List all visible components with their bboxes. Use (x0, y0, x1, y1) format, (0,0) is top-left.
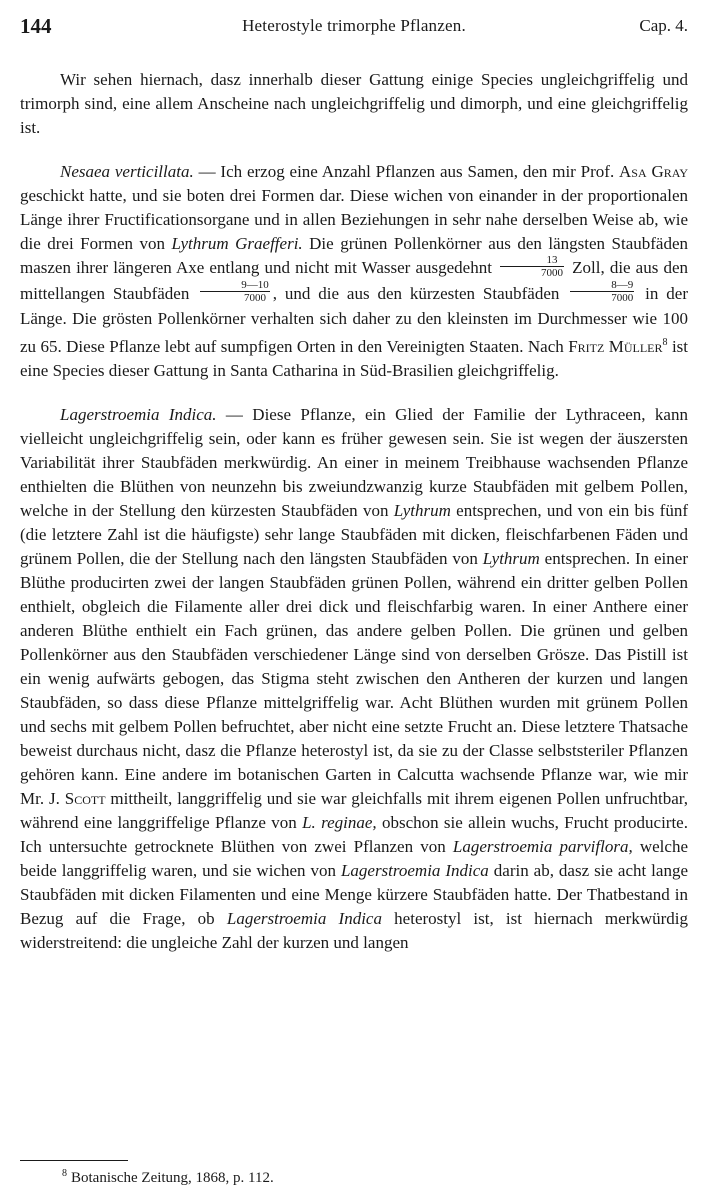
fraction (570, 279, 634, 304)
text-run: ist eine Species dieser Gattung in Santa Catharina in Süd-Brasilien gleichgriffelig. (20, 337, 689, 381)
text-run: Zoll, die aus den mittellangen Staubfäden (20, 258, 688, 303)
text-run: welche beide langgriffelig waren, und sie wichen von (20, 837, 688, 881)
page-number: 144 (20, 14, 52, 38)
text-run: entsprechen, und von ein bis fünf (die letztere Zahl ist die häufigste) sehr lange Staubfäden mit dicken, fleischfarbenen Fäden und grünem Pollen, die der Stellung nach den längsten Staubfäden von (20, 501, 688, 569)
fraction-denominator: 7000 (541, 266, 564, 279)
fraction-numerator: 13 (500, 254, 564, 267)
footnote-rule (20, 1160, 128, 1161)
fraction-denominator: 7000 (243, 292, 266, 305)
person-name: Fritz Müller (568, 337, 663, 357)
paragraph-nesaea (20, 160, 688, 383)
footnote (62, 1168, 274, 1187)
species-heading: Nesaea verticillata. (60, 162, 194, 181)
book-page (20, 14, 688, 955)
species-heading: Lagerstroemia Indica. (60, 405, 217, 425)
species-name: Lagerstroemia Indica (226, 909, 382, 929)
paragraph-lagerstroemia (20, 403, 688, 955)
text-run: entsprechen. In einer Blüthe producirten zwei der langen Staubfäden grünen Pollen, während ein dritter gelben Pollen enthielt, obgleich die Filamente aller drei dick und fleischfarbig waren. In einer Anthere einer anderen Blüthe enthielt ein Fach grünen, das andere gelben Pollen. Die grünen und gelben Pollenkörner aus den Staubfäden verschiedener Länge sind von derselben Grösze. Das Pistill ist ein wenig aufwärts gebogen, das Stigma steht zwischen den Antheren der kurzen und langen Staubfäden, so dass diese Pflanze mittelgriffelig war. Acht Blüthen wurden mit grünem Pollen und sechs mit gelbem Pollen befruchtet, aber nicht eine setzte Frucht an. Diese letztere Thatsache beweist durchaus nicht, dasz die Pflanze heterostyl ist, da sie zu der Classe selbststeriler Pflanzen gehören kann. Eine andere im botanischen Garten in Calcutta wachsende Pflanze war, wie mir Mr. J. (20, 549, 688, 809)
paragraph-intro: Wir sehen hiernach, dasz innerhalb dieser Gattung einige Species ungleichgriffelig und trimorph sind, eine allem Anscheine nach ungleichgriffelig und dimorph, und eine gleichgriffelig ist. (20, 70, 688, 137)
text-run: — Ich erzog eine Anzahl Pflanzen aus Samen, den mir Prof. (193, 162, 620, 181)
footnote-reference: 8 (662, 337, 668, 349)
text-run: Die grünen Pollenkörner aus den längsten Staubfäden maszen ihrer längeren Axe entlang und nicht mit Wasser ausgedehnt (20, 234, 688, 277)
text-run: darin ab, dasz sie acht lange Staubfäden mit dicken Filamenten und eine Menge kürzere Staubfäden hatte. Der Thatbestand in Bezug auf die Frage, ob (20, 861, 688, 929)
text-run: — Diese Pflanze, ein Glied der Familie der Lythraceen, kann vielleicht ungleichgriffelig sein, oder kann es früher gewesen sein. Sie ist wegen der äuszersten Variabilität ihrer Staubfäden merkwürdig. An einer in meinem Treibhause wachsenden Pflanze enthielten die Blüthen von neunzehn bis zweiundzwanzig kurze Staubfäden mit gelbem Pollen, welche in der Stellung den kürzesten Staubfäden von (20, 405, 688, 521)
text-run: heterostyl ist, ist hiernach merkwürdig widerstreitend: die ungleiche Zahl der kurzen und langen (20, 909, 688, 953)
text-run: mittheilt, langgriffelig und sie war gleichfalls mit ihrem eigenen Pollen unfruchtbar, während eine langgriffelige Pflanze von (20, 789, 688, 833)
fraction-denominator: 7000 (611, 292, 634, 305)
species-name: Lythrum (482, 549, 540, 569)
fraction (200, 279, 270, 304)
text-run: , und die aus den kürzesten Staubfäden (272, 283, 568, 303)
text-run: obschon sie allein wuchs, Frucht producirte. Ich untersuchte getrocknete Blüthen von zwei Pflanzen von (20, 813, 688, 857)
fraction-numerator: 8—9 (570, 279, 634, 292)
species-name: Lythrum (393, 501, 451, 521)
fraction-numerator: 9—10 (200, 279, 270, 292)
text-run: geschickt hatte, und sie boten drei Formen dar. Diese wichen von einander in der proportionalen Länge ihrer Fructificationsorgane und in allen Beziehungen in sehr nahe derselben Weise ab, wie die drei Formen von (20, 186, 688, 253)
running-header (20, 14, 688, 44)
text-run: in der Länge. Die grösten Pollenkörner verhalten sich daher zu den kleinsten im Durchmesser wie 100 zu 65. Diese Pflanze lebt auf sumpfigen Orten in den Vereinigten Staaten. Nach (20, 283, 689, 357)
species-name: L. reginae, (302, 813, 377, 833)
species-name: Lagerstroemia parviflora, (452, 837, 633, 857)
person-name: Scott (64, 789, 106, 809)
chapter-label: Cap. 4. (639, 16, 688, 35)
species-name: Lagerstroemia Indica (340, 861, 489, 881)
footnote-marker: 8 (62, 1168, 67, 1179)
species-name: Lythrum Graefferi. (171, 234, 303, 253)
fraction (500, 254, 564, 279)
footnote-text: Botanische Zeitung, 1868, p. 112. (71, 1170, 274, 1186)
body-text (20, 68, 688, 955)
running-title: Heterostyle trimorphe Pflanzen. (242, 16, 466, 35)
person-name: Asa Gray (619, 162, 688, 181)
